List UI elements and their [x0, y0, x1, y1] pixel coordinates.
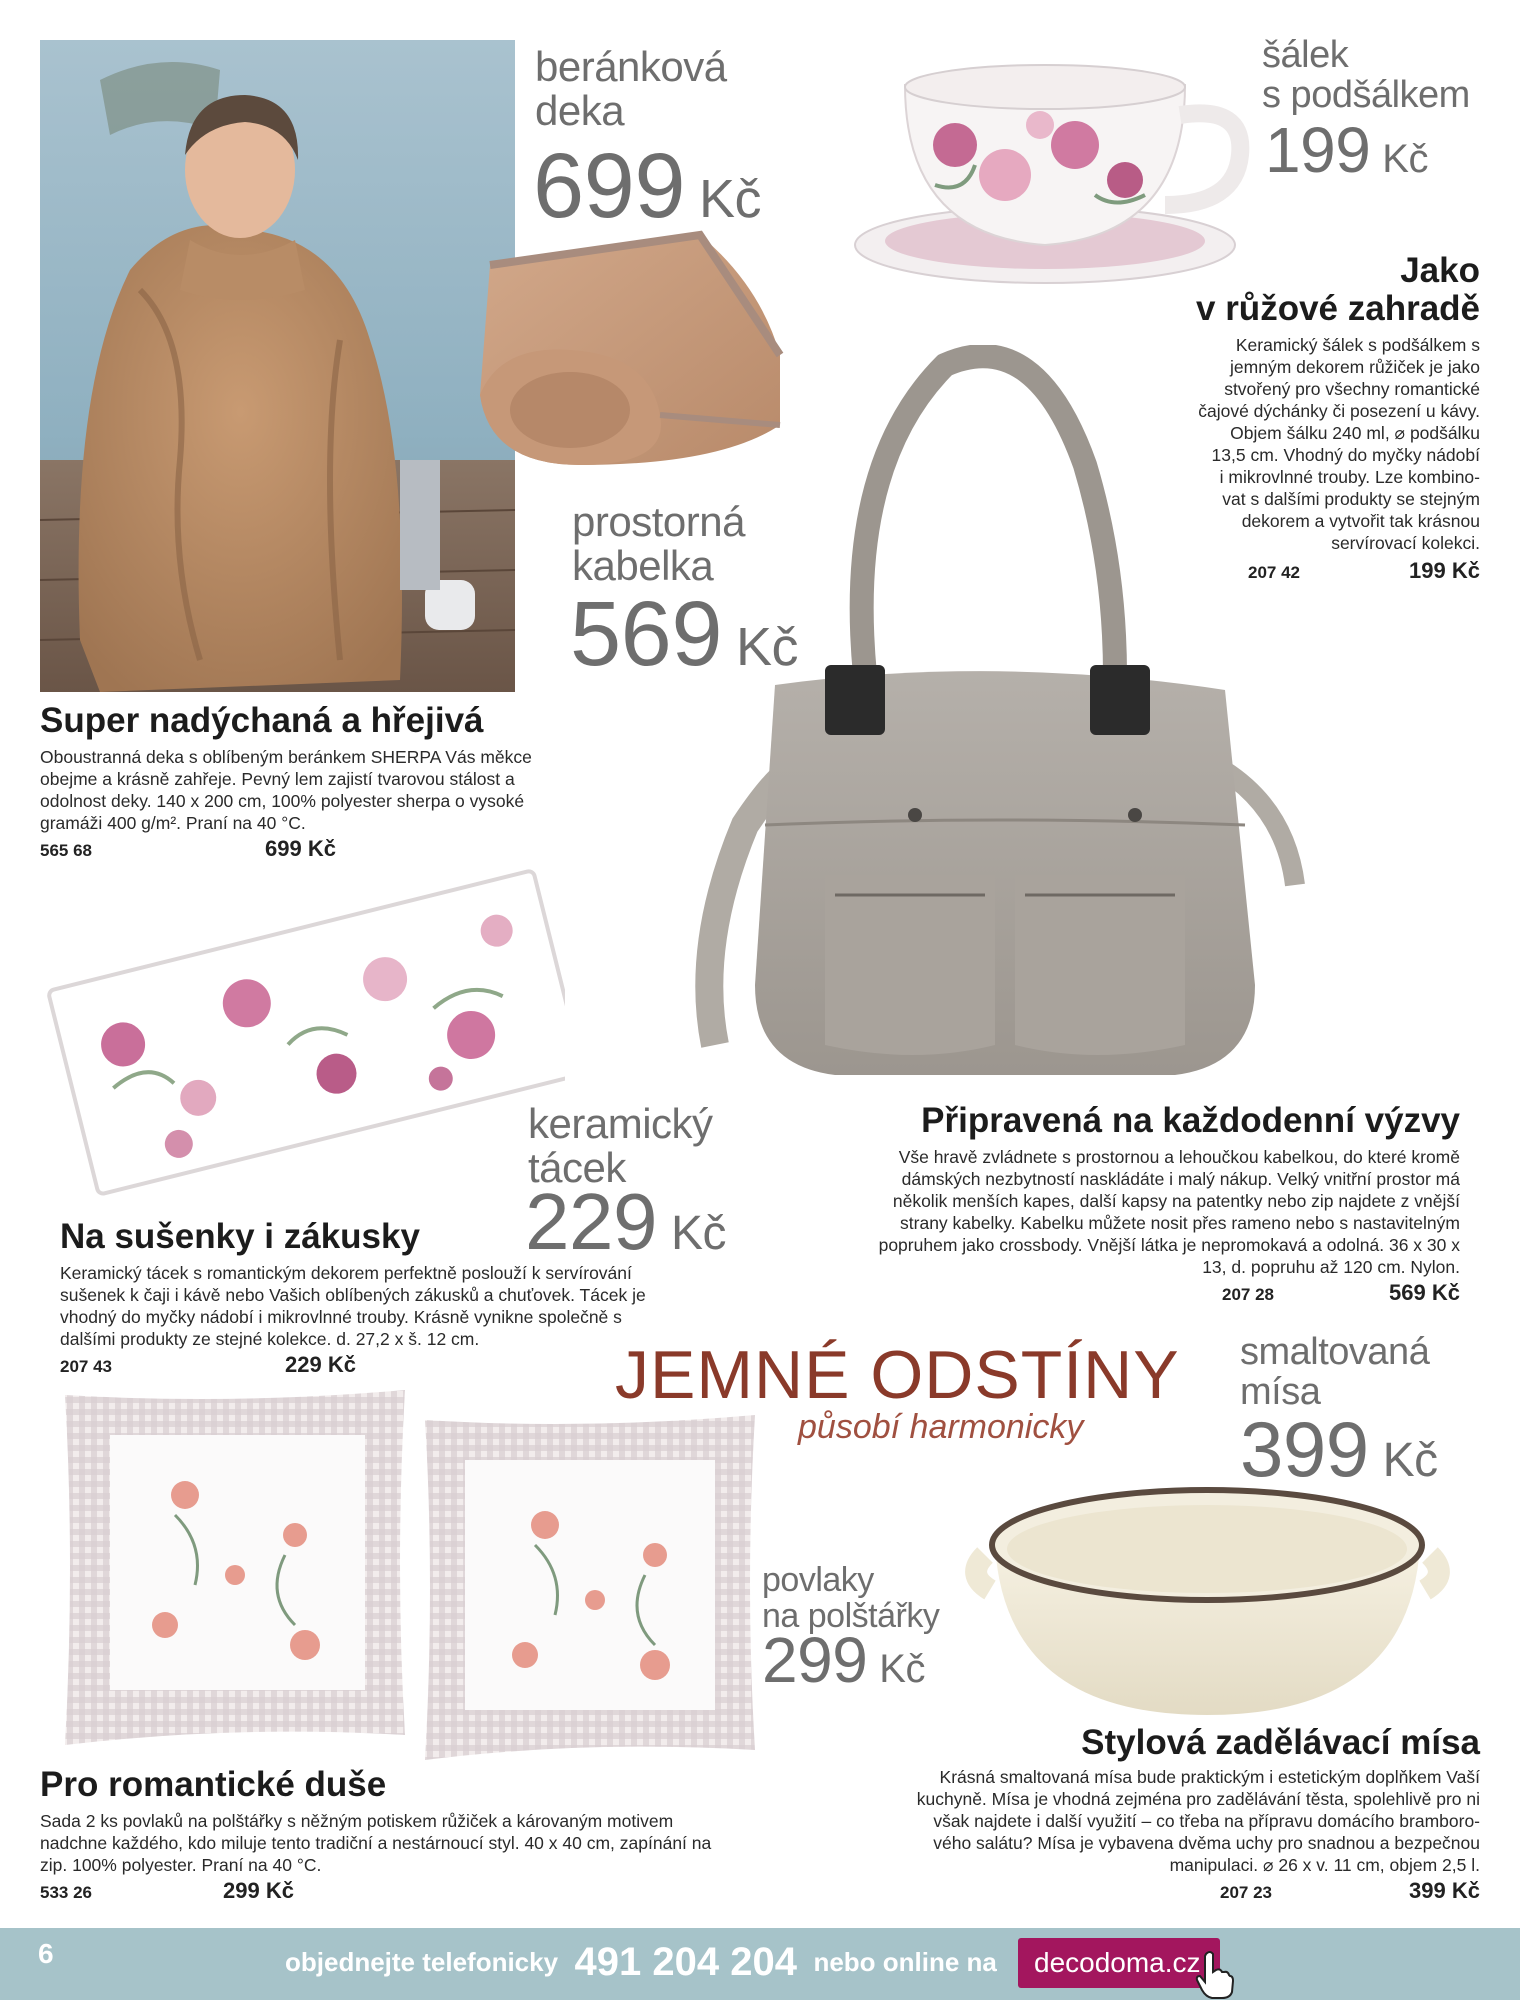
product-price: 569 Kč: [1389, 1280, 1460, 1305]
cup-label: [1262, 35, 1470, 115]
desc-line: dalšími produkty ze stejné kolekce. d. 27,2 x š. 12 cm.: [60, 1329, 480, 1349]
product-price: 399 Kč: [1409, 1878, 1480, 1903]
desc-line: nadchne každého, kdo miluje tento tradiční a nestárnoucí styl. 40 x 40 cm, zapínání na: [40, 1833, 712, 1853]
blanket-model-photo: [40, 40, 515, 692]
desc-line: obejme a krásně zahřeje. Pevný lem zajistí tvarovou stálost a: [40, 769, 515, 789]
cup-price-value: 199: [1265, 114, 1371, 186]
desc-line: čajové dýchánky či posezení u kávy.: [1198, 401, 1480, 421]
product-code: 207 23: [1220, 1883, 1272, 1902]
bag-price: [570, 583, 799, 693]
desc-line: Oboustranná deka s oblíbeným beránkem SHERPA Vás měkce: [40, 747, 532, 767]
section-headline: JEMNÉ ODSTÍNY: [615, 1337, 1180, 1413]
order-text: objednejte telefonicky: [285, 1947, 559, 1977]
bowl-price: [1240, 1405, 1438, 1500]
product-code: 533 26: [40, 1883, 92, 1902]
desc-line: gramáži 400 g/m². Praní na 40 °C.: [40, 813, 306, 833]
blanket-label: [535, 45, 727, 133]
bag-description: [760, 1146, 1460, 1278]
blanket-label-line1: beránková: [535, 43, 727, 90]
ceramic-tray-image: [45, 860, 565, 1200]
blanket-price-currency: Kč: [699, 169, 762, 229]
desc-line: však najdete i další využití – co třeba na přípravu domácího bramboro-: [933, 1811, 1480, 1831]
desc-line: vat s dalšími produkty se stejným: [1222, 489, 1480, 509]
desc-line: Vše hravě zvládnete s prostornou a lehoučkou kabelkou, do které kromě: [898, 1147, 1460, 1167]
desc-line: 13, d. popruhu až 120 cm. Nylon.: [1202, 1257, 1460, 1277]
product-price: 699 Kč: [265, 836, 336, 861]
bag-title: Připravená na každodenní výzvy: [921, 1101, 1460, 1140]
bag-order-row: [1222, 1280, 1460, 1305]
desc-line: dekorem a vytvořit tak krásnou: [1241, 511, 1480, 531]
tray-price-value: 229: [525, 1177, 657, 1266]
site-link-text: decodoma.cz: [1034, 1947, 1201, 1978]
phone-number[interactable]: 491 204 204: [574, 1940, 797, 1984]
desc-line: odolnost deky. 140 x 200 cm, 100% polyester sherpa o vysoké: [40, 791, 525, 811]
cup-title-line1: Jako: [1400, 251, 1480, 290]
pillows-price: [762, 1624, 925, 1701]
tray-label-line2: tácek: [528, 1144, 626, 1191]
desc-line: strany kabelky. Kabelku můžete nosit přes rameno nebo s nastavitelným: [900, 1213, 1460, 1233]
tray-title: Na sušenky i zákusky: [60, 1217, 420, 1256]
cup-title: [1080, 252, 1480, 328]
desc-line: jemným dekorem růžiček je jako: [1230, 357, 1480, 377]
page-number: 6: [38, 1938, 54, 1969]
cup-price: [1265, 114, 1428, 191]
pillows-title: Pro romantické duše: [40, 1765, 387, 1804]
bowl-price-value: 399: [1240, 1405, 1369, 1493]
enamel-bowl-image: [965, 1465, 1450, 1725]
product-code: 565 68: [40, 841, 92, 860]
desc-line: Objem šálku 240 ml, ⌀ podšálku: [1230, 423, 1480, 443]
site-link[interactable]: [1018, 1938, 1220, 1988]
product-code: 207 28: [1222, 1285, 1274, 1304]
bag-label-line1: prostorná: [572, 498, 745, 545]
pillows-price-value: 299: [762, 1624, 868, 1696]
cup-price-currency: Kč: [1382, 137, 1428, 181]
desc-line: stvořený pro všechny romantické: [1224, 379, 1480, 399]
pillows-label-line2: na polštářky: [762, 1597, 940, 1635]
bowl-label-line1: smaltovaná: [1240, 1331, 1430, 1373]
bag-label-line2: kabelka: [572, 542, 714, 589]
product-price: 299 Kč: [223, 1878, 294, 1903]
tray-price-currency: Kč: [670, 1207, 726, 1260]
desc-line: dámských nezbytností naskládáte i malý nákup. Velký vnitřní prostor má: [901, 1169, 1460, 1189]
product-price: 199 Kč: [1409, 558, 1480, 583]
desc-line: vého salátu? Mísa je vybavena dvěma uchy pro snadnou a bezpečnou: [933, 1833, 1480, 1853]
bag-price-value: 569: [570, 583, 722, 685]
or-online-text: nebo online na: [813, 1947, 997, 1977]
pillows-label-line1: povlaky: [762, 1561, 874, 1599]
hand-pointer-icon: [1194, 1950, 1234, 2000]
desc-line: vhodný do myčky nádobí i mikrovlnné trouby. Krásně vynikne společně s: [60, 1307, 622, 1327]
blanket-title: Super nadýchaná a hřejivá: [40, 701, 484, 740]
bag-label: [572, 500, 745, 588]
bowl-price-currency: Kč: [1382, 1434, 1438, 1487]
desc-line: popruhem jako crossbody. Vnější látka je nepromokavá a odolná. 36 x 30 x: [878, 1235, 1460, 1255]
bowl-order-row: [1220, 1878, 1480, 1903]
product-price: 229 Kč: [285, 1352, 356, 1377]
cup-description: [1080, 334, 1480, 554]
desc-line: zip. 100% polyester. Praní na 40 °C.: [40, 1855, 322, 1875]
desc-line: Keramický šálek s podšálkem s: [1235, 335, 1480, 355]
desc-line: servírovací kolekci.: [1331, 533, 1480, 553]
bowl-description: [780, 1766, 1480, 1876]
pillows-description: [40, 1810, 800, 1876]
blanket-description: [40, 746, 600, 834]
cup-label-line1: šálek: [1262, 34, 1349, 76]
blanket-order-row: [40, 836, 360, 861]
desc-line: 13,5 cm. Vhodný do myčky nádobí: [1211, 445, 1480, 465]
bag-price-currency: Kč: [736, 617, 799, 677]
pillows-order-row: [40, 1878, 360, 1903]
desc-line: několik menších kapes, další kapsy na patentky nebo zip najdete z vnější: [892, 1191, 1460, 1211]
tray-label-line1: keramický: [528, 1100, 713, 1147]
desc-line: sušenek k čaji i kávě nebo Vašich oblíbených zákusků a chuťovek. Tácek je: [60, 1285, 646, 1305]
product-code: 207 42: [1248, 563, 1300, 582]
bowl-label-line2: mísa: [1240, 1371, 1321, 1413]
section-subheadline: působí harmonicky: [798, 1408, 1084, 1446]
blanket-price-value: 699: [533, 135, 685, 237]
desc-line: manipulaci. ⌀ 26 x v. 11 cm, objem 2,5 l.: [1169, 1855, 1480, 1875]
tray-price: [525, 1177, 726, 1274]
footer-bar: [0, 1928, 1520, 2000]
desc-line: Krásná smaltovaná mísa bude praktickým i estetickým doplňkem Vaší: [939, 1767, 1480, 1787]
desc-line: Keramický tácek s romantickým dekorem perfektně poslouží k servírování: [60, 1263, 632, 1283]
desc-line: i mikrovlnné trouby. Lze kombino-: [1219, 467, 1480, 487]
blanket-label-line2: deka: [535, 87, 625, 134]
pillow-covers-image: [55, 1385, 775, 1765]
teacup-image: [845, 45, 1255, 285]
cup-title-line2: v růžové zahradě: [1196, 289, 1480, 328]
pillows-price-currency: Kč: [879, 1647, 925, 1691]
product-code: 207 43: [60, 1357, 112, 1376]
footer-order-line: [285, 1940, 997, 1985]
cup-order-row: [1248, 558, 1480, 583]
desc-line: kuchyně. Mísa je vhodná zejména pro zadělávání těsta, spolehlivě pro ni: [916, 1789, 1480, 1809]
cup-label-line2: s podšálkem: [1262, 74, 1470, 116]
blanket-price: [533, 135, 762, 245]
tray-order-row: [60, 1352, 380, 1377]
desc-line: Sada 2 ks povlaků na polštářky s něžným potiskem růžiček a károvaným motivem: [40, 1811, 674, 1831]
bowl-label: [1240, 1332, 1429, 1412]
bowl-title: Stylová zadělávací mísa: [1081, 1723, 1480, 1762]
